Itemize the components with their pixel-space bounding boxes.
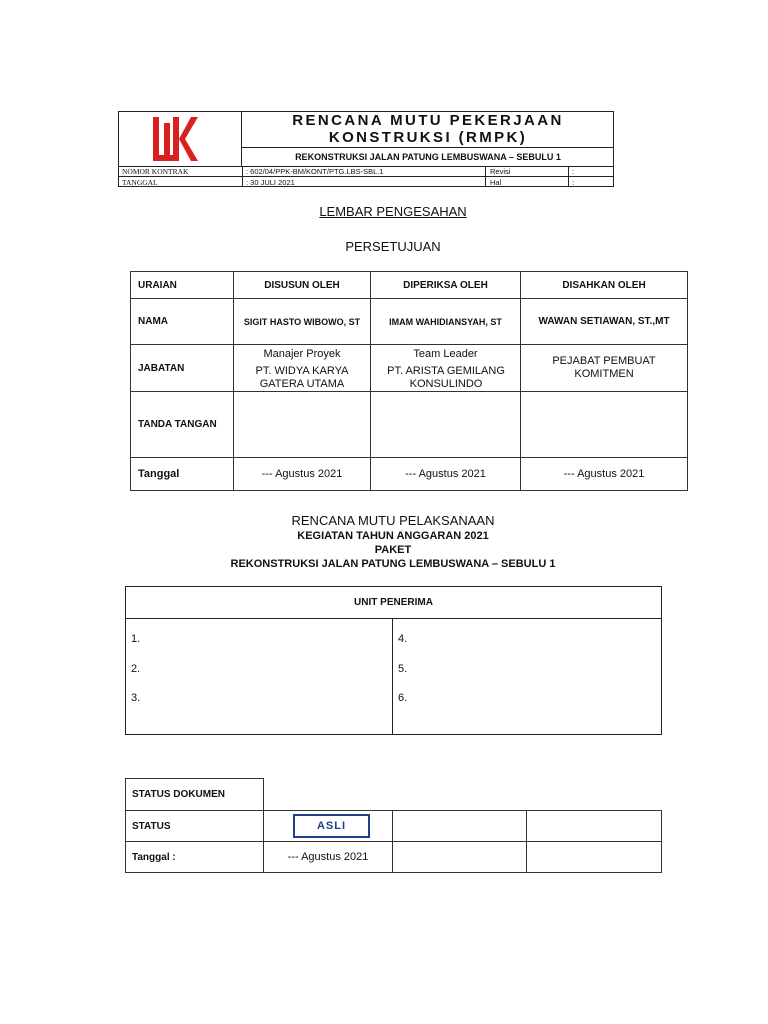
- rencana-paket-name: REKONSTRUKSI JALAN PATUNG LEMBUSWANA – SEBULU 1: [230, 558, 556, 570]
- th-diperiksa: DIPERIKSA OLEH: [370, 271, 521, 299]
- revisi-value: :: [572, 166, 575, 176]
- unit-item-3: 3.: [131, 692, 141, 704]
- tanggal-row-label: Tanggal: [130, 457, 234, 491]
- col-divider-2: [485, 166, 486, 187]
- header-subtitle: REKONSTRUKSI JALAN PATUNG LEMBUSWANA – SEBULU 1: [295, 152, 561, 162]
- status-dokumen-table: [125, 778, 662, 873]
- nama-disusun: SIGIT HASTO WIBOWO, ST: [233, 298, 371, 345]
- lembar-pengesahan-title: LEMBAR PENGESAHAN: [319, 203, 467, 219]
- nomor-kontrak-label: NOMOR KONTRAK: [122, 166, 189, 176]
- header-title-block: [242, 111, 614, 148]
- status-empty-cell-1: [392, 810, 527, 842]
- tanda-tangan-label: TANDA TANGAN: [130, 391, 234, 458]
- status-empty-cell-2: [526, 810, 662, 842]
- unit-item-5: 5.: [398, 663, 408, 675]
- status-dokumen-header: STATUS DOKUMEN: [125, 778, 264, 811]
- status-tanggal-label: Tanggal :: [125, 841, 264, 873]
- th-uraian: URAIAN: [130, 271, 234, 299]
- hal-label: Hal: [490, 177, 502, 187]
- tanda-tangan-diperiksa: [370, 391, 521, 458]
- tanggal-label: TANGGAL: [122, 177, 158, 187]
- unit-item-2: 2.: [131, 663, 141, 675]
- tanggal-disusun: --- Agustus 2021: [233, 457, 371, 491]
- rencana-paket-label: PAKET: [374, 544, 412, 556]
- unit-penerima-divider: [392, 619, 393, 735]
- unit-penerima-header: UNIT PENERIMA: [125, 586, 662, 619]
- unit-item-6: 6.: [398, 692, 408, 704]
- revisi-label: Revisi: [490, 166, 511, 176]
- col-divider-3: [568, 166, 569, 187]
- tanda-tangan-disusun: [233, 391, 371, 458]
- hal-value: :: [572, 177, 575, 187]
- nama-disahkan: WAWAN SETIAWAN, ST.,MT: [520, 298, 688, 345]
- persetujuan-title: PERSETUJUAN: [345, 238, 441, 254]
- rencana-title: RENCANA MUTU PELAKSANAAN: [291, 512, 495, 528]
- unit-item-4: 4.: [398, 633, 408, 645]
- jabatan-diperiksa: [370, 344, 521, 392]
- header-title-line2: KONSTRUKSI (RMPK): [328, 129, 528, 146]
- logo-cell: [118, 111, 242, 166]
- approval-table: [130, 271, 688, 491]
- tanggal-disahkan: --- Agustus 2021: [520, 457, 688, 491]
- nama-diperiksa: IMAM WAHIDIANSYAH, ST: [370, 298, 521, 345]
- jabatan-label: JABATAN: [130, 344, 234, 392]
- company-logo: [151, 117, 199, 161]
- status-label: STATUS: [125, 810, 264, 842]
- jabatan-diperiksa-company: PT. ARISTA GEMILANG KONSULINDO: [387, 365, 505, 390]
- tanggal-value: : 30 JULI 2021: [246, 177, 295, 187]
- status-tanggal-value: --- Agustus 2021: [263, 841, 393, 873]
- jabatan-disusun-company: PT. WIDYA KARYA GATERA UTAMA: [255, 365, 349, 390]
- unit-item-1: 1.: [131, 633, 141, 645]
- rencana-kegiatan: KEGIATAN TAHUN ANGGARAN 2021: [297, 530, 489, 542]
- status-value-cell: [263, 810, 393, 842]
- tanda-tangan-disahkan: [520, 391, 688, 458]
- jabatan-diperiksa-role: Team Leader: [413, 347, 478, 360]
- th-disahkan: DISAHKAN OLEH: [520, 271, 688, 299]
- jabatan-disusun-role: Manajer Proyek: [263, 347, 341, 360]
- nama-label: NAMA: [130, 298, 234, 345]
- tanggal-diperiksa: --- Agustus 2021: [370, 457, 521, 491]
- jabatan-disusun: [233, 344, 371, 392]
- th-disusun: DISUSUN OLEH: [233, 271, 371, 299]
- status-empty-cell-3: [392, 841, 527, 873]
- nomor-kontrak-value: : 602/04/PPK-BM/KONT/PTG.LBS-SBL.1: [246, 166, 384, 176]
- status-empty-cell-4: [526, 841, 662, 873]
- col-divider-1: [242, 166, 243, 187]
- header-title-line1: RENCANA MUTU PEKERJAAN: [292, 112, 564, 129]
- status-asli-stamp: ASLI: [293, 814, 370, 838]
- jabatan-disahkan: PEJABAT PEMBUAT KOMITMEN: [520, 344, 688, 392]
